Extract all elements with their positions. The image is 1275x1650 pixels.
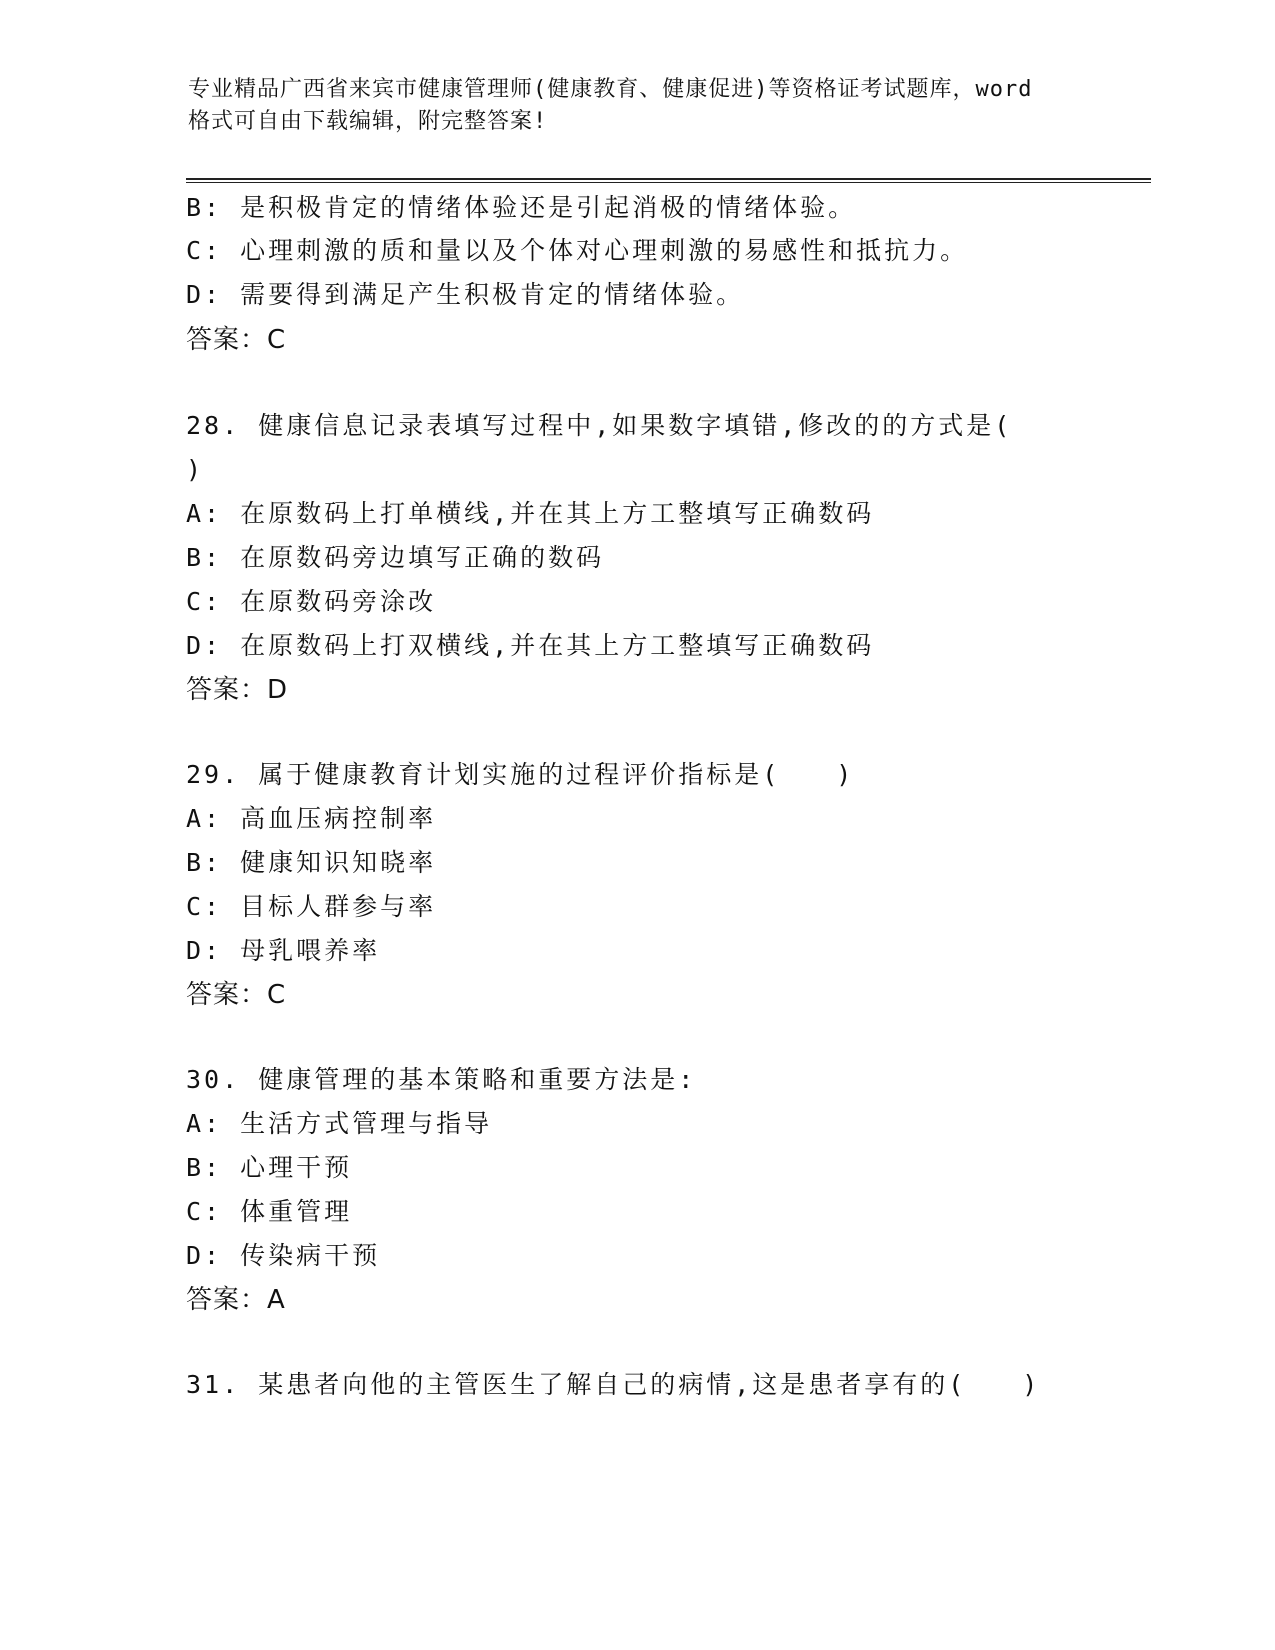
q30-option-d: D: 传染病干预 [186,1241,381,1270]
q28-stem-line-1: 28. 健康信息记录表填写过程中,如果数字填错,修改的的方式是( [186,411,1013,440]
q28-answer: 答案：D [186,675,289,705]
q29-stem: 29. 属于健康教育计划实施的过程评价指标是( ) [186,760,855,789]
q27-option-d: D: 需要得到满足产生积极肯定的情绪体验。 [186,280,745,309]
q27-option-b: B: 是积极肯定的情绪体验还是引起消极的情绪体验。 [186,193,857,222]
q28-option-d: D: 在原数码上打双横线,并在其上方工整填写正确数码 [186,631,875,660]
header-divider-thin [186,182,1151,183]
q29-answer: 答案：C [186,980,287,1010]
q29-option-d: D: 母乳喂养率 [186,936,381,965]
q28-stem-line-2: ) [186,455,205,484]
q29-option-b: B: 健康知识知晓率 [186,848,437,877]
q27-option-c: C: 心理刺激的质和量以及个体对心理刺激的易感性和抵抗力。 [186,236,969,265]
page-header [188,74,1088,138]
header-divider [186,178,1151,180]
q30-stem: 30. 健康管理的基本策略和重要方法是: [186,1065,697,1094]
header-line-1: 专业精品广西省来宾市健康管理师(健康教育、健康促进)等资格证考试题库，word [188,77,1033,102]
q30-option-b: B: 心理干预 [186,1153,353,1182]
q29-option-c: C: 目标人群参与率 [186,892,437,921]
q31-stem: 31. 某患者向他的主管医生了解自己的病情,这是患者享有的( ) [186,1370,1041,1399]
q27-answer: 答案：C [186,325,287,355]
q29-option-a: A: 高血压病控制率 [186,804,437,833]
q30-option-c: C: 体重管理 [186,1197,353,1226]
q30-option-a: A: 生活方式管理与指导 [186,1109,493,1138]
q30-answer: 答案：A [186,1285,286,1315]
q28-option-b: B: 在原数码旁边填写正确的数码 [186,543,605,572]
header-line-2: 格式可自由下载编辑，附完整答案! [188,109,548,134]
q28-option-a: A: 在原数码上打单横线,并在其上方工整填写正确数码 [186,499,875,528]
q28-option-c: C: 在原数码旁涂改 [186,587,437,616]
